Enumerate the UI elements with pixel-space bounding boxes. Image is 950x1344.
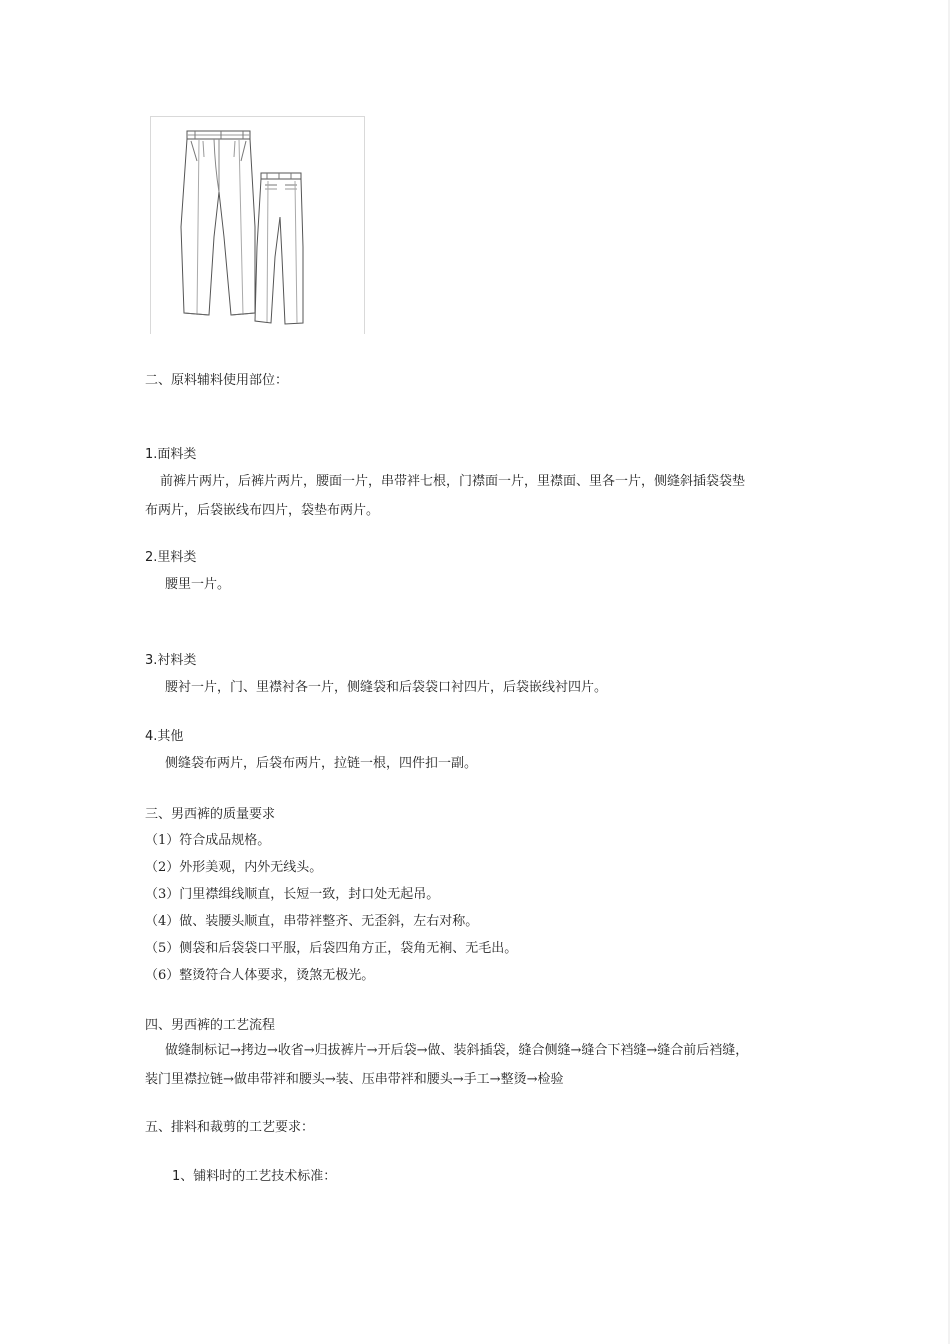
fabric-number: 1. — [145, 447, 158, 462]
other-title: 其他 — [157, 729, 184, 744]
quality-item — [145, 940, 517, 958]
quality-item — [145, 967, 374, 985]
lining-number: 2. — [145, 550, 158, 565]
quality-item — [145, 832, 270, 850]
section-heading-quality: 三、男西裤的质量要求 — [145, 807, 276, 822]
process-line-1: 做缝制标记→拷边→收省→归拔裤片→开后袋→做、装斜插袋，缝合侧缝→缝合下裆缝→缝合前后裆缝， — [165, 1043, 749, 1058]
lining-heading — [145, 549, 196, 567]
process-line-2: 装门里襟拉链→做串带袢和腰头→装、压串带袢和腰头→手工→整烫→检验 — [145, 1072, 564, 1087]
lining-body: 腰里一片。 — [165, 577, 231, 592]
quality-item-text: 做、装腰头顺直，串带袢整齐、无歪斜，左右对称。 — [179, 914, 479, 929]
quality-item-text: 外形美观，内外无线头。 — [179, 860, 323, 875]
cutting-sub-text: 、铺料时的工艺技术标准： — [180, 1169, 337, 1184]
cutting-subheading — [172, 1168, 336, 1186]
quality-item-number: （6） — [145, 968, 180, 983]
fabric-body-line-1: 前裤片两片，后裤片两片，腰面一片，串带袢七根，门襟面一片，里襟面、里各一片，侧缝斜插袋袋垫 — [160, 474, 746, 489]
cutting-sub-number: 1 — [172, 1169, 181, 1184]
interlining-number: 3. — [145, 653, 158, 668]
other-number: 4. — [145, 729, 158, 744]
interlining-heading — [145, 652, 196, 670]
quality-item-number: （1） — [145, 833, 180, 848]
quality-item-text: 符合成品规格。 — [179, 833, 271, 848]
quality-item-number: （3） — [145, 887, 180, 902]
other-body: 侧缝袋布两片，后袋布两片，拉链一根，四件扣一副。 — [165, 756, 478, 771]
fabric-title: 面料类 — [157, 447, 197, 462]
lining-title: 里料类 — [157, 550, 197, 565]
quality-item-text: 整烫符合人体要求，烫煞无极光。 — [179, 968, 375, 983]
interlining-body: 腰衬一片，门、里襟衬各一片，侧缝袋和后袋袋口衬四片，后袋嵌线衬四片。 — [165, 680, 608, 695]
quality-item-number: （2） — [145, 860, 180, 875]
interlining-title: 衬料类 — [157, 653, 197, 668]
quality-item — [145, 886, 439, 904]
section-heading-process: 四、男西裤的工艺流程 — [145, 1018, 276, 1033]
quality-item-text: 侧袋和后袋袋口平服，后袋四角方正，袋角无裥、无毛出。 — [179, 941, 518, 956]
quality-item — [145, 859, 322, 877]
quality-item — [145, 913, 478, 931]
fabric-heading — [145, 446, 196, 464]
quality-item-number: （5） — [145, 941, 180, 956]
section-heading-materials: 二、原料辅料使用部位： — [145, 373, 289, 388]
section-heading-cutting: 五、排料和裁剪的工艺要求： — [145, 1120, 315, 1135]
fabric-body-line-2: 布两片，后袋嵌线布四片，袋垫布两片。 — [145, 503, 380, 518]
other-heading — [145, 728, 183, 746]
quality-item-text: 门里襟缉线顺直，长短一致，封口处无起吊。 — [179, 887, 440, 902]
trousers-illustration — [150, 116, 365, 334]
quality-item-number: （4） — [145, 914, 180, 929]
trousers-line-drawing-icon — [151, 117, 366, 335]
